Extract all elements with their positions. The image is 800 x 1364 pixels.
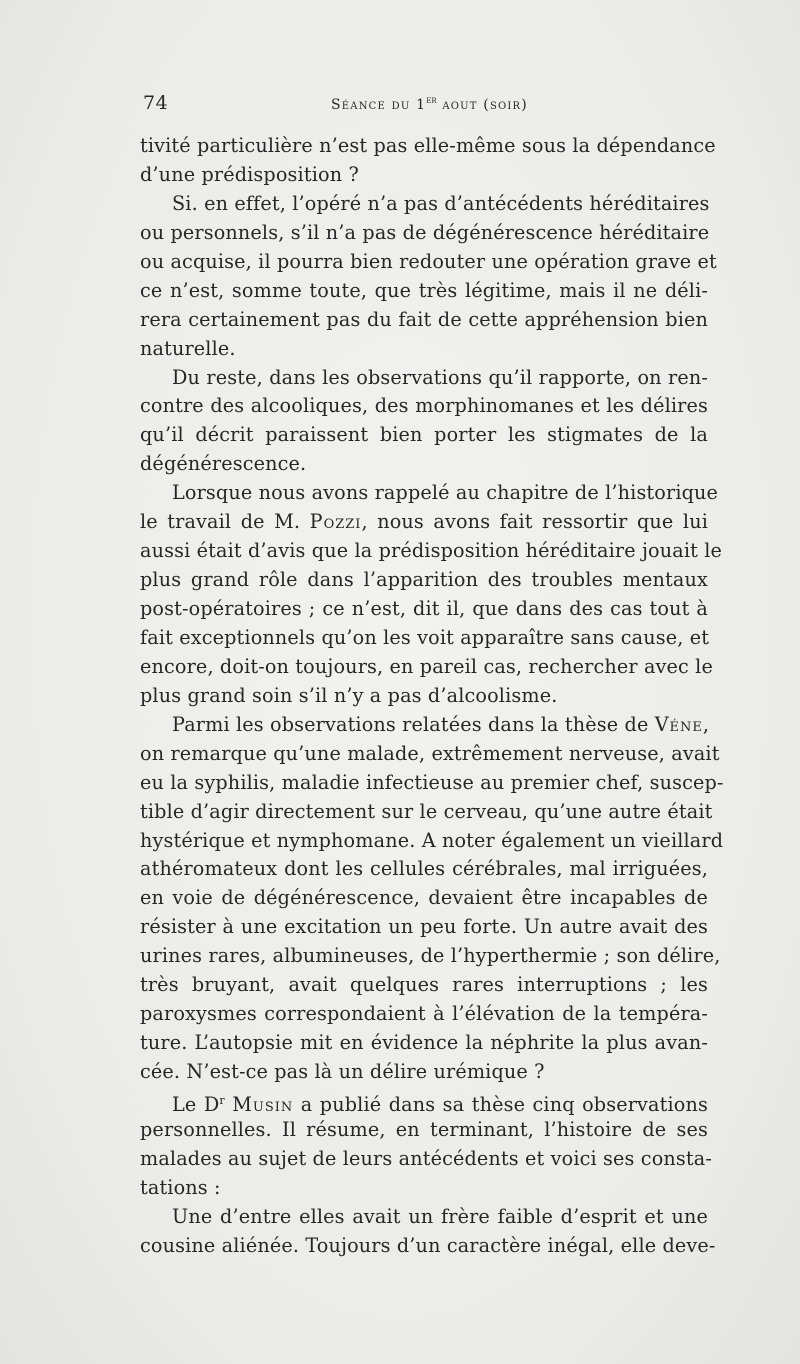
text-line: tible d’agir directement sur le cerveau, qu’une autre était	[140, 799, 713, 823]
title-superscript: r	[219, 1093, 225, 1107]
text-line: rera certainement pas du fait de cette appréhension bien	[140, 307, 708, 331]
text-line: très bruyant, avait quelques rares interruptions ; les	[140, 973, 708, 997]
text-line: Parmi les observations relatées dans la thèse de Véne,	[172, 712, 710, 736]
running-head-main: Séance du 1	[331, 97, 427, 113]
text-line: encore, doit-on toujours, en pareil cas, rechercher avec le	[140, 654, 713, 678]
text-line: paroxysmes correspondaient à l’élévation de la tempéra-	[140, 1002, 708, 1026]
proper-name: Musin	[232, 1092, 294, 1116]
text-line: urines rares, albumineuses, de l’hyperthermie ; son délire,	[140, 944, 721, 968]
text-line: tivité particulière n’est pas elle-même sous la dépendance	[140, 134, 716, 157]
page-number: 74	[143, 92, 169, 114]
text-line: Une d’entre elles avait un frère faible d’esprit et une	[172, 1204, 708, 1228]
running-head-rest: aout (soir)	[436, 97, 528, 113]
text-line: personnelles. Il résume, en terminant, l’histoire de ses	[140, 1117, 708, 1141]
text-line: eu la syphilis, maladie infectieuse au premier chef, suscep-	[140, 770, 724, 794]
text-line: ou acquise, il pourra bien redouter une opération grave et	[140, 249, 717, 273]
text-line: cousine aliénée. Toujours d’un caractère inégal, elle deve-	[140, 1233, 716, 1257]
text-line: ture. L’autopsie mit en évidence la néphrite la plus avan-	[140, 1031, 708, 1055]
text-line: plus grand soin s’il n’y a pas d’alcoolisme.	[140, 683, 558, 707]
text-line: le travail de M. Pozzi, nous avons fait ressortir que lui	[140, 510, 708, 534]
text-line: Du reste, dans les observations qu’il rapporte, on ren-	[172, 365, 708, 389]
page-header	[143, 92, 708, 126]
text-line: ou personnels, s’il n’a pas de dégénérescence héréditaire	[140, 220, 710, 244]
text-line: résister à une excitation un peu forte. Un autre avait des	[140, 915, 708, 939]
text-line: fait exceptionnels qu’on les voit apparaître sans cause, et	[140, 625, 710, 649]
text-line: tations :	[140, 1175, 221, 1199]
text-line: qu’il décrit paraissent bien porter les stigmates de la	[140, 423, 708, 447]
text-line: aussi était d’avis que la prédisposition héréditaire jouait le	[140, 539, 723, 563]
text-line: cée. N’est-ce pas là un délire urémique ?	[140, 1060, 545, 1083]
text-line: ce n’est, somme toute, que très légitime, mais il ne déli-	[140, 278, 708, 302]
text-line: en voie de dégénérescence, devaient être incapables de	[140, 886, 708, 910]
running-head	[331, 95, 528, 113]
text-line: Si. en effet, l’opéré n’a pas d’antécédents héréditaires	[172, 191, 710, 215]
text-line: d’une prédisposition ?	[140, 162, 359, 186]
text-line: dégénérescence.	[140, 452, 307, 476]
text-line: plus grand rôle dans l’apparition des troubles mentaux	[140, 568, 708, 592]
text-line: contre des alcooliques, des morphinomanes et les délires	[140, 394, 708, 418]
text-line: Le $D^r$ Musin a publié dans sa thèse cinq observations	[172, 1092, 708, 1116]
body-text	[140, 132, 724, 1261]
text-line: naturelle.	[140, 336, 236, 360]
proper-name: Pozzi	[309, 510, 362, 534]
text-line: Lorsque nous avons rappelé au chapitre de l’historique	[172, 481, 719, 505]
proper-name: Véne	[654, 712, 703, 736]
text-line: on remarque qu’une malade, extrêmement nerveuse, avait	[140, 741, 720, 765]
text-line: hystérique et nymphomane. A noter également un vieillard	[140, 828, 724, 852]
running-head-sup: er	[426, 95, 437, 106]
text-line: athéromateux dont les cellules cérébrales, mal irriguées,	[140, 857, 708, 881]
text-line: malades au sujet de leurs antécédents et voici ses consta-	[140, 1146, 712, 1170]
text-line: post-opératoires ; ce n’est, dit il, que dans des cas tout à	[140, 597, 708, 620]
